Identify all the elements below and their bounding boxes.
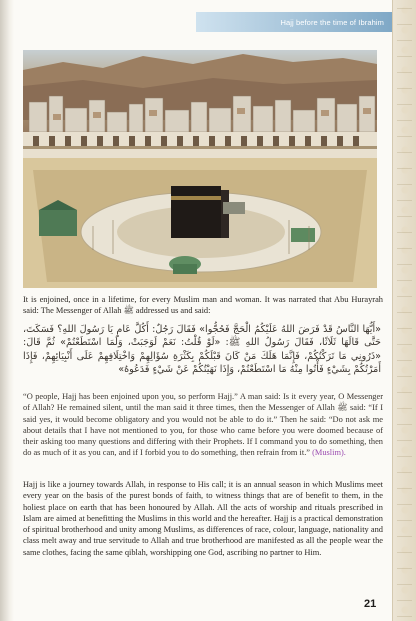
kaaba-photo — [23, 50, 377, 288]
page-gutter — [0, 0, 14, 621]
intro-paragraph: It is enjoined, once in a lifetime, for every Muslim man and woman. It was narrated that Abu Hurayrah said: The Messenger of Allah ﷺ addressed us and said: — [23, 295, 383, 316]
hajj-description-paragraph: Hajj is like a journey towards Allah, in response to His call; it is an annual season in which Muslims meet every year on the basis of the purest bonds of faith, to witness things that are of benefit to them, in the holiest place on earth that has been honoured by Allah. All the acts of worship and rituals prescribed in Islam are aimed at benefitting the Muslims in this world and the hereafter. Hajj is a practical demonstration of spiritual brotherhood and unity among Muslims, as differences of race, colour, language, nationality and class melt away and true servitude to Allah and true brotherhood are manifested as all the people wear the same clothes, facing the same qiblah, worshipping one God, ascribing no partner to Him. — [23, 480, 383, 557]
running-header-title: Hajj before the time of Ibrahim — [280, 17, 384, 27]
ornamental-border — [392, 0, 416, 621]
hadith-reference: (Muslim). — [312, 448, 346, 458]
running-header — [196, 12, 392, 32]
kaaba-photo-illustration — [23, 50, 377, 288]
page-number: 21 — [364, 598, 377, 610]
hadith-translation-text: “O people, Hajj has been enjoined upon you, so perform Hajj.” A man said: Is it every year, O Messenger of Allah? He remained silent, until the man said it three times, then the Messenger of Allah ﷺ said: “If I said yes, it would become obligatory and you would not be able to do it.” Then he said: “Do not ask me about details that I have not mentioned to you, for those who came before you were doomed because of their asking too many questions and differing with their Prophets. If I command you to do something, then do as much of it as you can, and if I forbid you to do something, then refrain from it.” — [23, 392, 383, 458]
arabic-hadith-text: «أَيُّهَا النَّاسُ قَدْ فَرَضَ اللهُ عَلَيْكُمُ الْحَجَّ فَحُجُّوا» فَقَالَ رَجُلٌ: أَكُلَّ عَامٍ يَا رَسُولَ اللهِ؟ فَسَكَتَ، حَتَّى قَالَهَا ثَلَاثًا، فَقَالَ رَسُولُ اللهِ ﷺ: «لَوْ قُلْتُ: نَعَمْ لَوَجَبَتْ، وَلَمَا اسْتَطَعْتُمْ» ثُمَّ قَالَ: «ذَرُونِي مَا تَرَكْتُكُمْ، فَإِنَّمَا هَلَكَ مَنْ كَانَ قَبْلَكُمْ بِكَثْرَةِ سُؤَالِهِمْ وَاخْتِلَافِهِمْ عَلَى أَنْبِيَائِهِمْ، فَإِذَا أَمَرْتُكُمْ بِشَيْءٍ فَأْتُوا مِنْهُ مَا اسْتَطَعْتُمْ، وَإِذَا نَهَيْتُكُمْ عَنْ شَيْءٍ فَدَعُوهُ» — [23, 324, 381, 375]
hadith-translation-paragraph — [23, 391, 383, 459]
